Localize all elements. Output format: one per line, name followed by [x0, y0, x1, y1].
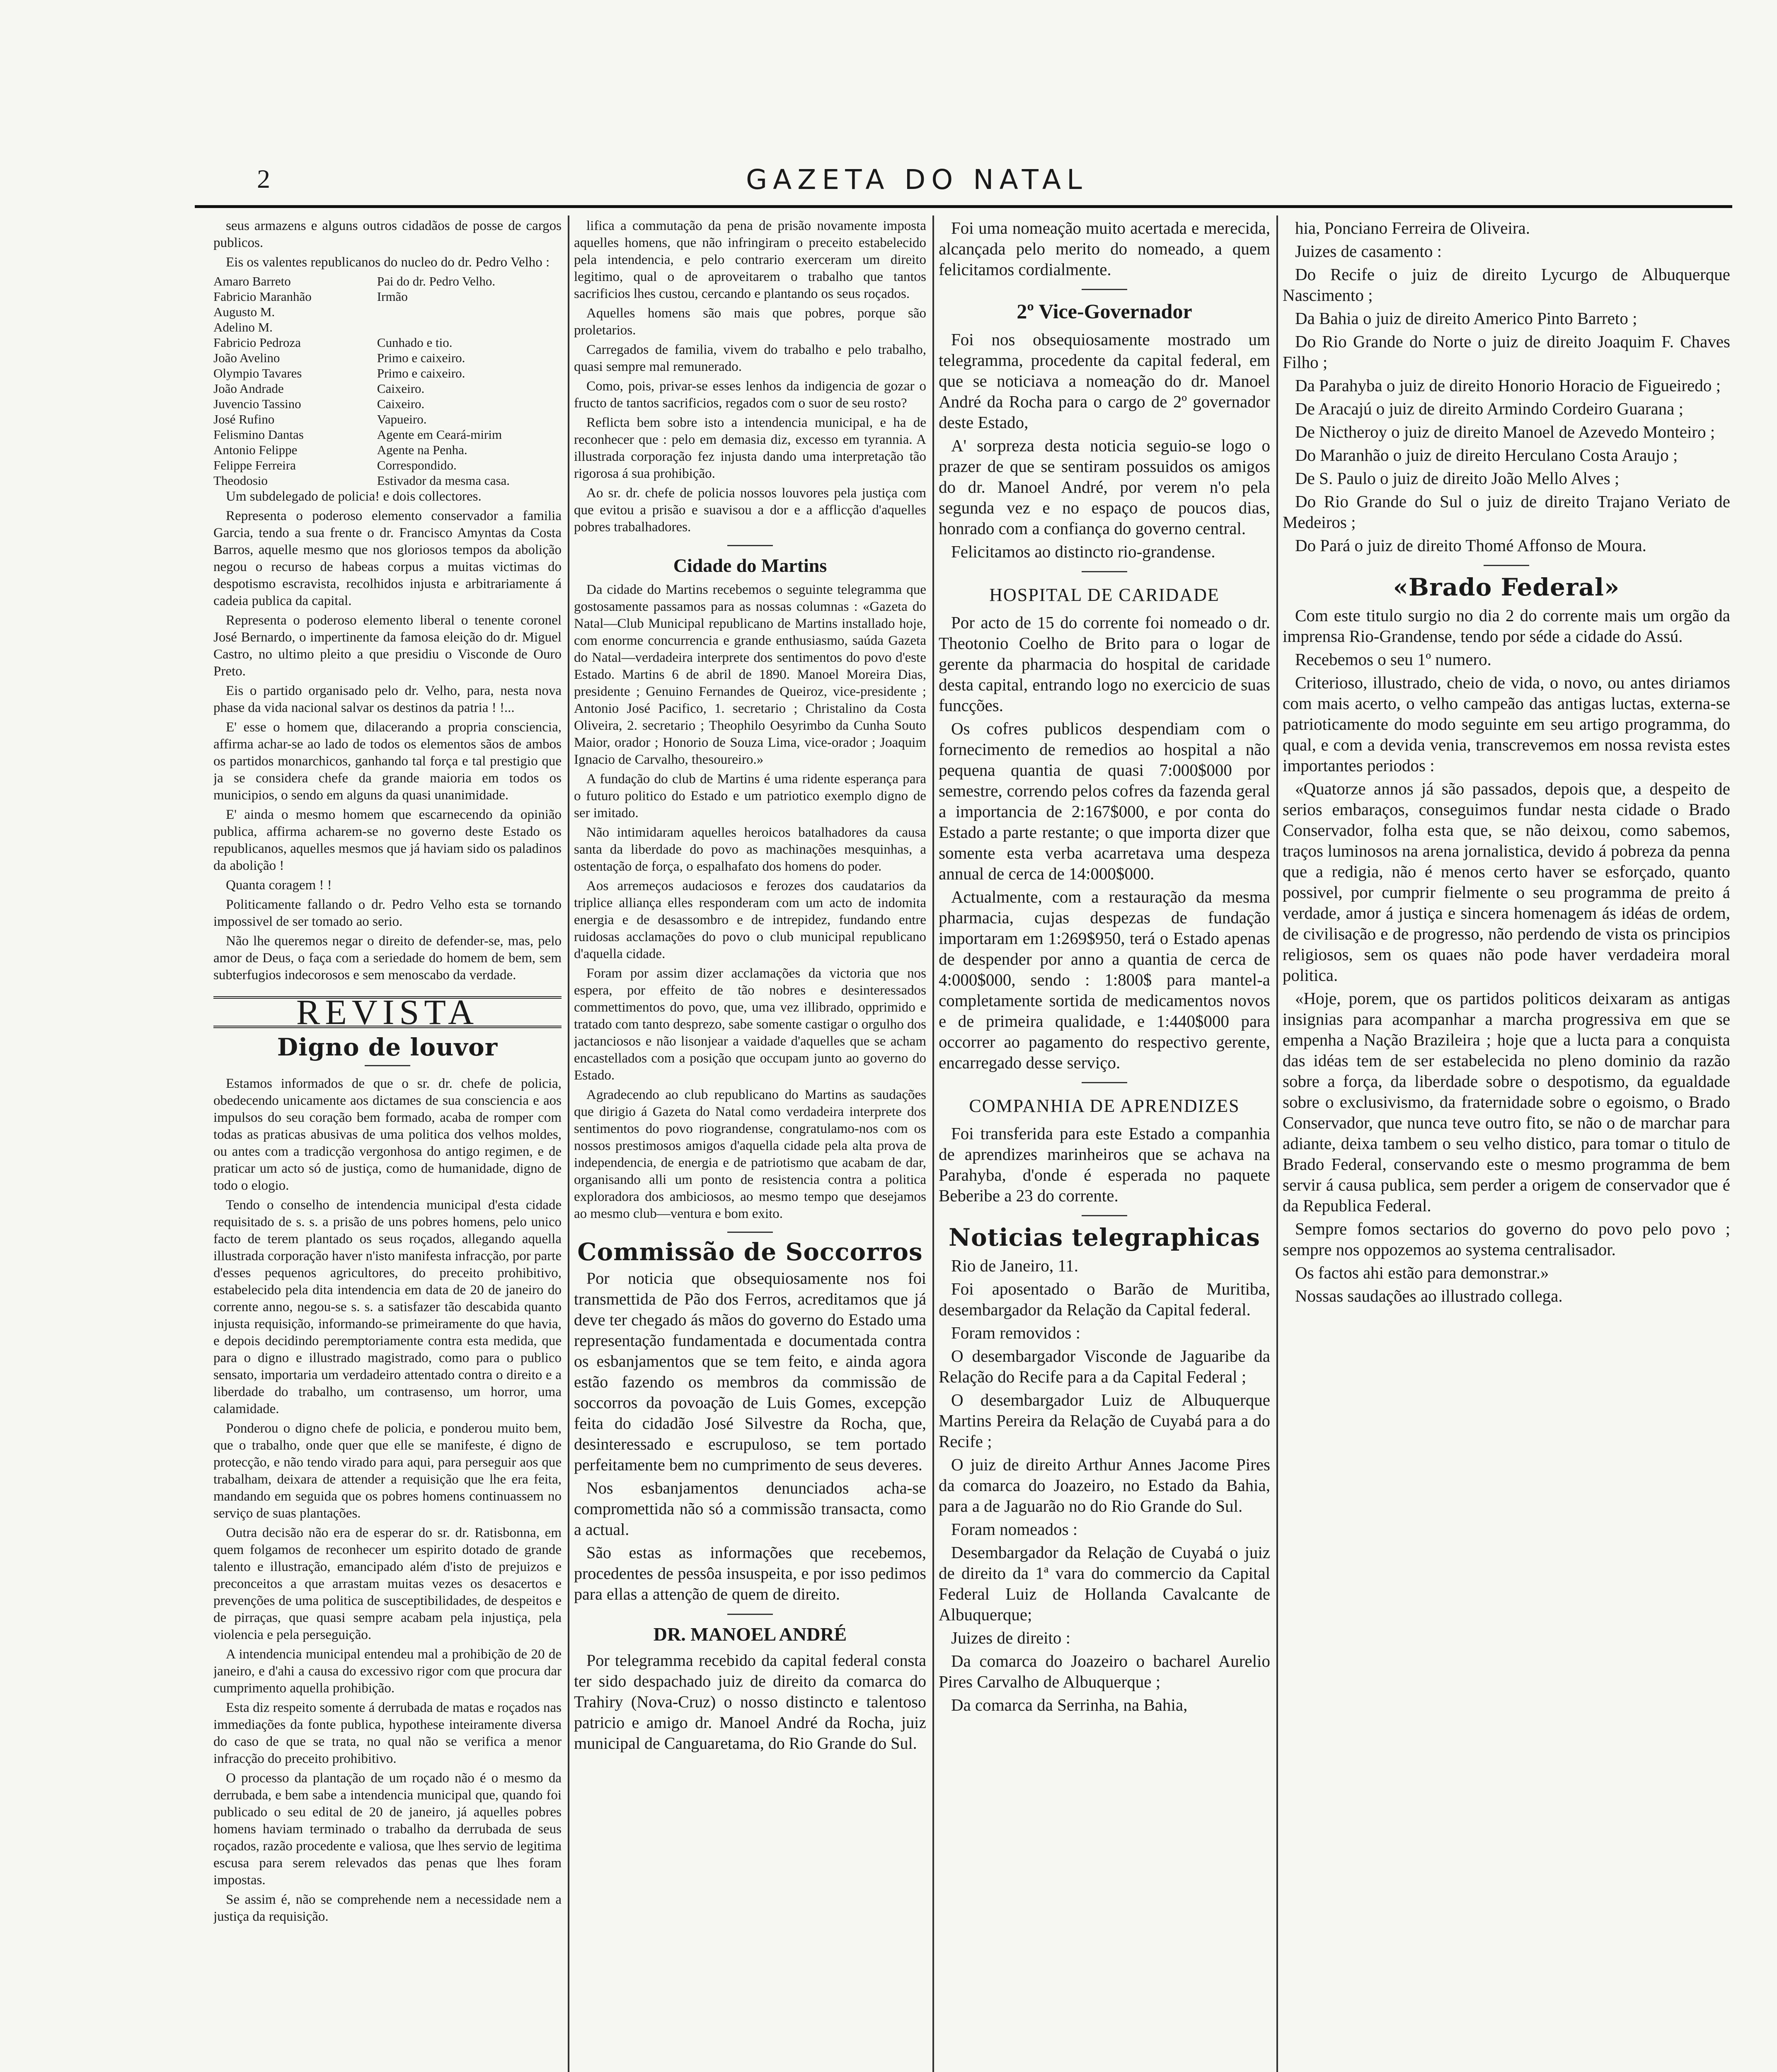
member-relation: Vapueiro.: [377, 412, 427, 426]
paragraph: Criterioso, illustrado, cheio de vida, o novo, ou antes diriamos com mais acerto, o velho campeão das antigas luctas, externa-se patrioticamente do modo seguinte em seu artigo programma, do qual, e com a devida venia, transcrevemos em nossa revista estes importantes periodos :: [1283, 673, 1730, 775]
column-rule-3: [1276, 215, 1278, 2072]
name-row: [213, 350, 562, 366]
paragraph: Do Maranhão o juiz de direito Herculano Costa Araujo ;: [1295, 445, 1678, 465]
name-row: [213, 442, 562, 457]
member-relation: [377, 320, 562, 335]
paragraph: Por acto de 15 do corrente foi nomeado o dr. Theotonio Coelho de Brito para o logar de gerente da pharmacia do hospital de caridade desta capital, entrando logo no exercicio de suas funcções.: [939, 613, 1270, 715]
paragraph: Nos esbanjamentos denunciados acha-se compromettida não só a commissão transacta, como a actual.: [574, 1479, 926, 1539]
column-rule-2: [932, 215, 934, 2072]
paragraph: E' ainda o mesmo homem que escarnecendo da opinião publica, affirma acharem-se no governo deste Estado os republicanos, aquelles mesmos que já haviam sido os paladinos da abolição !: [213, 807, 562, 873]
paragraph: Do Pará o juiz de direito Thomé Affonso de Moura.: [1295, 536, 1646, 555]
paragraph: Como, pois, privar-se esses lenhos da indigencia de gozar o fructo de tantos sacrificios, regados com o suor de seu rosto?: [574, 379, 926, 411]
name-row: [213, 427, 562, 442]
section-rule: [727, 1232, 773, 1233]
paragraph: Foi nos obsequiosamente mostrado um telegramma, procedente da capital federal, em que se noticiava a nomeação do dr. Manoel André da Rocha para o cargo de 2º governador deste Estado,: [939, 330, 1270, 432]
paragraph: De Nictheroy o juiz de direito Manoel de Azevedo Monteiro ;: [1295, 422, 1715, 441]
paragraph: O juiz de direito Arthur Annes Jacome Pires da comarca do Joazeiro, no Estado da Bahia, para a de Jaguarão no do Rio Grande do Sul.: [939, 1455, 1270, 1515]
paragraph: Da Bahia o juiz de direito Americo Pinto Barreto ;: [1295, 309, 1637, 328]
name-row: [213, 457, 562, 473]
member-relation: Primo e caixeiro.: [377, 351, 465, 365]
soccorros-article: [574, 1268, 926, 1605]
masthead: GAZETA DO NATAL: [746, 164, 1088, 196]
section-rule: [1082, 1215, 1127, 1216]
paragraph: Foi aposentado o Barão de Muritiba, desembargador da Relação da Capital federal.: [939, 1279, 1270, 1319]
name-row: [213, 396, 562, 411]
brado-federal-title: «Brado Federal»: [1393, 573, 1620, 601]
louvor-title: Digno de louvor: [277, 1033, 498, 1061]
vice-governor-article: [939, 329, 1270, 562]
name-row: [213, 320, 562, 335]
member-name: Amaro Barreto: [213, 274, 291, 288]
member-name: Fabricio Pedroza: [213, 335, 301, 350]
member-name: João Andrade: [213, 381, 284, 396]
paragraph: A intendencia municipal entendeu mal a prohibição de 20 de janeiro, e d'ahi a causa do excessivo rigor com que procura dar cumprimento aquella prohibição.: [213, 1647, 562, 1696]
column-1-intro: [213, 218, 562, 271]
member-relation: Correspondido.: [377, 458, 457, 472]
member-relation: Agente em Ceará-mirim: [377, 427, 502, 442]
telegrams-title: Noticias telegraphicas: [949, 1223, 1260, 1251]
martins-title: Cidade do Martins: [673, 555, 827, 576]
member-name: Juvencio Tassino: [213, 397, 301, 411]
member-relation: Agente na Penha.: [377, 443, 467, 457]
column-2: [574, 218, 926, 2072]
paragraph: Do Rio Grande do Norte o juiz de direito Joaquim F. Chaves Filho ;: [1283, 332, 1730, 372]
paragraph: Um subdelegado de policia! e dois collectores.: [226, 489, 482, 504]
paragraph: Não intimidaram aquelles heroicos batalhadores da causa santa da liberdade do povo as machinações mesquinhas, a ostentação de força, o espalhafato dos homens do poder.: [574, 825, 926, 874]
paragraph: Foram removidos :: [951, 1323, 1081, 1342]
paragraph: Da cidade do Martins recebemos o seguinte telegramma que gostosamente passamos para as nossas columnas : «Gazeta do Natal—Club Municipal republicano de Martins installado hoje, com enorme concurrencia e grande enthusiasmo, saúda Gazeta do Natal—verdadeira interprete dos sentimentos do povo d'este Estado. Martins 6 de abril de 1890. Manoel Moreira Dias, presidente ; Genuino Fernandes de Queiroz, vice-presidente ; Antonio José Pacifico, 1. secretario ; Christalino da Costa Oliveira, 2. secretario ; Theophilo Oesyrimbo da Cunha Souto Maior, orador ; Honorio de Souza Lima, vice-orador ; Joaquim Ignacio de Carvalho, thesoureiro.»: [574, 582, 926, 767]
member-relation: Pai do dr. Pedro Velho.: [377, 274, 496, 288]
member-relation: [377, 304, 562, 320]
paragraph: Nossas saudações ao illustrado collega.: [1295, 1286, 1563, 1305]
paragraph: Estamos informados de que o sr. dr. chefe de policia, obedecendo unicamente aos dictames de sua consciencia e aos impulsos do seu coração bem formado, acaba de romper com todas as praticas abusivas de uma politica dos velhos moldes, ou antes com a tradicção vergonhosa do antigo regimen, e de praticar um acto só de justiça, como de humanidade, digno de todo o elogio.: [213, 1076, 562, 1193]
paragraph: hia, Ponciano Ferreira de Oliveira.: [1295, 218, 1530, 237]
vice-governor-title: 2º Vice-Governador: [1017, 300, 1192, 323]
paragraph: Juizes de direito :: [951, 1628, 1071, 1647]
hospital-title: HOSPITAL DE CARIDADE: [989, 585, 1220, 605]
column-2-intro: [574, 218, 926, 536]
member-name: Olympio Tavares: [213, 366, 302, 380]
name-row: [213, 335, 562, 350]
paragraph: A' sorpreza desta noticia seguio-se logo o prazer de que se sentiram possuidos os amigos do dr. Manoel André, por verem n'o pela segunda vez e no espaço de poucos dias, honrado com a confiança do governo central.: [939, 436, 1270, 538]
revista-heading: REVISTA: [213, 996, 562, 1028]
section-rule: [1082, 1082, 1127, 1083]
paragraph: O desembargador Luiz de Albuquerque Martins Pereira da Relação de Cuyabá para a do Recife ;: [939, 1390, 1270, 1451]
column-4-judges-list: [1283, 218, 1730, 556]
paragraph: A fundação do club de Martins é uma ridente esperança para o futuro politico do Estado e um patriotico exemplo digno de ser imitado.: [574, 772, 926, 821]
member-name: Felippe Ferreira: [213, 458, 296, 472]
name-row: [213, 366, 562, 381]
paragraph: Aquelles homens são mais que pobres, porque são proletarios.: [574, 306, 926, 338]
brado-federal-article: [1283, 605, 1730, 1306]
section-rule: [1082, 571, 1127, 572]
section-rule: [727, 545, 773, 546]
member-name: Theodosio: [213, 473, 268, 488]
paragraph: Não lhe queremos negar o direito de defender-se, mas, pelo amor de Deus, o faça com a seriedade do homem de bem, sem subterfugios indecorosos e sem menoscabo da verdade.: [213, 934, 562, 983]
section-rule: [727, 1614, 773, 1615]
member-name: Antonio Felippe: [213, 443, 298, 457]
paragraph: «Quatorze annos já são passados, depois que, a despeito de serios embaraços, conseguimos fundar nesta cidade o Brado Conservador, folha esta que, se não deixou, como sabemos, traços luminosos na arena jornalistica, devido á pobreza da penna que a redigia, não é menos certo haver se esforçado, quanto possivel, por cumprir fielmente o seu programma de preito á verdade, amor á justiça e sincera homenagem ás idéas de ordem, de civilisação e de progresso, não perdendo de vista os principios religiosos, sem os quaes não pode haver verdadeira moral politica.: [1283, 779, 1730, 985]
paragraph: Eis o partido organisado pelo dr. Velho, para, nesta nova phase da vida nacional salvar os destinos da patria ! !...: [213, 683, 562, 715]
member-name: João Avelino: [213, 351, 280, 365]
member-name: José Rufino: [213, 412, 275, 426]
paragraph: São estas as informações que recebemos, procedentes de pessôa insuspeita, e por isso pedimos para ellas a attenção de quem de direito.: [574, 1543, 926, 1603]
name-row: [213, 411, 562, 427]
paragraph: O processo da plantação de um roçado não é o mesmo da derrubada, e bem sabe a intendencia municipal que, quando foi publicado o seu edital de 20 de janeiro, já aquelles pobres homens haviam terminado o trabalho da derrubada de seus roçados, razão procedente e valiosa, que lhes servio de legitima escusa para serem relevados das penas que lhes foram impostas.: [213, 1771, 562, 1888]
name-row: [213, 381, 562, 396]
paragraph: Por noticia que obsequiosamente nos foi transmettida de Pão dos Ferros, acreditamos que já deve ter chegado ás mãos do governo do Estado uma representação fundamentada e documentada contra os esbanjamentos que se tem feito, e ainda agora estão fazendo os membros da commissão de soccorros da povoação de Luis Gomes, excepção feita do cidadão José Silvestre da Rocha, que, desinteressado e escrupuloso, se tem portado perfeitamente bem no cumprimento de seus deveres.: [574, 1269, 926, 1474]
paragraph: Quanta coragem ! !: [226, 878, 332, 893]
paragraph: Se assim é, não se comprehende nem a necessidade nem a justiça da requisição.: [213, 1892, 562, 1924]
paragraph: Desembargador da Relação de Cuyabá o juiz de direito da 1ª vara do commercio da Capital Federal Luiz de Hollanda Cavalcante de Albuquerque;: [939, 1543, 1270, 1624]
paragraph: Do Recife o juiz de direito Lycurgo de Albuquerque Nascimento ;: [1283, 265, 1730, 305]
header-rule: [195, 205, 1732, 208]
paragraph: Actualmente, com a restauração da mesma pharmacia, cujas despezas de fundação importaram em 1:269$950, terá o Estado apenas de despender por anno a quantia de cerca de 4:000$000, sendo : 1:800$ para mantel-a completamente sortida de medicamentos novos e de primeira qualidade, e 1:440$000 para occorrer ao pagamento do respectivo gerente, encarregado desse serviço.: [939, 887, 1270, 1072]
paragraph: Foram nomeados :: [951, 1520, 1078, 1539]
paragraph: Ponderou o digno chefe de policia, e ponderou muito bem, que o trabalho, onde quer que elle se manifeste, é digno de protecção, e não tendo virado para aqui, para perseguir aos que trabalham, deixara de attender a requisição que lhe era feita, mandando em seguida que os pobres homens continuassem no serviço de suas plantações.: [213, 1421, 562, 1521]
louvor-article: [213, 1075, 562, 1925]
column-4: [1283, 218, 1730, 2072]
paragraph: Foi uma nomeação muito acertada e merecida, alcançada pelo merito do nomeado, a quem felicitamos cordialmente.: [939, 218, 1270, 279]
paragraph: Recebemos o seu 1º numero.: [1295, 650, 1491, 669]
telegrams-article: [939, 1255, 1270, 1715]
martins-article: [574, 581, 926, 1222]
aprendizes-article: [939, 1123, 1270, 1206]
paragraph: Sempre fomos sectarios do governo do povo pelo povo ; sempre nos oppozemos ao systema centralisador.: [1283, 1219, 1730, 1259]
page-header: [207, 164, 1741, 201]
member-relation: Primo e caixeiro.: [377, 366, 465, 380]
member-relation: Caixeiro.: [377, 381, 425, 396]
section-rule: [1082, 289, 1127, 290]
paragraph: Da comarca do Joazeiro o bacharel Aurelio Pires Carvalho de Albuquerque ;: [939, 1651, 1270, 1691]
paragraph: O desembargador Visconde de Jaguaribe da Relação do Recife para a da Capital Federal ;: [939, 1346, 1270, 1386]
member-relation: Estivador da mesma casa.: [377, 473, 510, 488]
paragraph: Por telegramma recebido da capital federal consta ter sido despachado juiz de direito da comarca do Trahiry (Nova-Cruz) o nosso distincto e talentoso patricio e amigo dr. Manoel André da Rocha, juiz municipal de Canguaretama, do Rio Grande do Sul.: [574, 1651, 926, 1752]
paragraph: Tendo o conselho de intendencia municipal d'esta cidade requisitado de s. s. a prisão de uns pobres homens, pelo unico facto de terem plantado os seus roçados, allegando aquella illustrada corporação haver n'isto manifesta infracção, por parte d'esses pequenos agricultores, do preceito prohibitivo, estabelecido pela dita intendencia em data de 20 de janeiro do corrente anno, negou-se s. s. a satisfazer tão descabida quanto injusta requisição, informando-se primeiramente do que havia, e depois decidindo peremptoriamente contra esta medida, que para o digno e illustrado magistrado, como para o publico sensato, importaria um verdadeiro attentado contra o direito e a liberdade do trabalho, um contrasenso, um horror, uma calamidade.: [213, 1198, 562, 1416]
paragraph: lifica a commutação da pena de prisão novamente imposta aquelles homens, que não infringiram o preceito estabelecido pela intendencia, e pelo contrario exerceram um direito legitimo, qual o de aproveitarem o trabalho que tantos sacrificios lhes custou, cercando e plantando os seus roçados.: [574, 218, 926, 301]
member-name: Felismino Dantas: [213, 427, 304, 442]
paragraph: Juizes de casamento :: [1295, 242, 1442, 261]
paragraph: Representa o poderoso elemento conservador a familia Garcia, tendo a sua frente o dr. Francisco Amyntas da Costa Barros, aquelle mesmo que nos gloriosos tempos da abolição negou o recurso de habeas corpus a muitas victimas do despotismo escravista, recolhidos injusta e arbitrariamente á cadeia publica da capital.: [213, 508, 562, 608]
republican-names-table: [213, 274, 562, 488]
name-row: [213, 274, 562, 289]
member-relation: Cunhado e tio.: [377, 335, 453, 350]
andre-article: [574, 1650, 926, 1754]
paragraph: Com este titulo surgio no dia 2 do corrente mais um orgão da imprensa Rio-Grandense, tendo por séde a cidade do Assú.: [1283, 606, 1730, 646]
hospital-article: [939, 612, 1270, 1073]
paragraph: Agradecendo ao club republicano do Martins as saudações que dirigio á Gazeta do Natal como verdadeira interprete dos sentimentos do povo riograndense, congratulamo-nos com os nossos prestimosos amigos d'aquella cidade pela alta prova de independencia, de energia e de patriotismo que acabam de dar, organisando alli um ponto de resistencia contra a politica exploradora dos ambiciosos, ao mesmo tempo que desejamos ao mesmo club—ventura e bom exito.: [574, 1087, 926, 1221]
soccorros-title: Commissão de Soccorros: [577, 1238, 923, 1266]
name-row: [213, 473, 562, 488]
paragraph: Eis os valentes republicanos do nucleo do dr. Pedro Velho :: [226, 255, 550, 270]
column-3: [939, 218, 1270, 2072]
paragraph: Do Rio Grande do Sul o juiz de direito Trajano Veriato de Medeiros ;: [1283, 492, 1730, 532]
paragraph: Outra decisão não era de esperar do sr. dr. Ratisbonna, em quem folgamos de reconhecer um espirito dotado de grande talento e illustração, emancipado além d'isto de prejuizos e preconceitos a que arrastam muitas vezes os desacertos e prevenções de uma politica de susceptibilidades, de despeitos e de pirraças, que quasi sempre acabam pela injustiça, pela violencia e pela perseguição.: [213, 1525, 562, 1642]
column-1-article: [213, 488, 562, 984]
section-rule: [1484, 565, 1529, 566]
paragraph: «Hoje, porem, que os partidos politicos deixaram as antigas insignias para acompanhar a marcha progressiva em que se empenha a Nação Brazileira ; hoje que a lucta para a conquista das idéas tem de ser estabelecida no pleno dominio da razão sobre a força, da liberdade sobre o despotismo, da egualdade sobre o exclusivismo, da fraternidade sobre o egoismo, o Brado Conservador, que nunca teve outro fito, se não o de marchar para adiante, deixa tambem o seu velho distico, para tomar o titulo de Brado Federal, conservando este o mesmo programma de bem servir á causa publica, sem perder a origem de conservador que é da Republica Federal.: [1283, 989, 1730, 1215]
member-name: Fabricio Maranhão: [213, 289, 312, 304]
paragraph: E' esse o homem que, dilacerando a propria consciencia, affirma achar-se ao lado de todos os elementos sãos de ambos os partidos monarchicos, ganhando tal força e tal prestigio que ja se considera chefe da grande maioria em todos os municipios, o sendo em alguns da quasi unanimidade.: [213, 720, 562, 803]
paragraph: Da comarca da Serrinha, na Bahia,: [951, 1695, 1188, 1714]
member-relation: Irmão: [377, 289, 408, 304]
paragraph: De S. Paulo o juiz de direito João Mello Alves ;: [1295, 469, 1620, 488]
column-3-intro: [939, 218, 1270, 280]
member-name: Augusto M.: [213, 305, 275, 319]
paragraph: Ao sr. dr. chefe de policia nossos louvores pela justiça com que evitou a prisão e suavisou a dor e a afflicção d'aquelles pobres trabalhadores.: [574, 486, 926, 535]
paragraph: Os factos ahi estão para demonstrar.»: [1295, 1263, 1549, 1282]
paragraph: Carregados de familia, vivem do trabalho e pelo trabalho, quasi sempre mal remunerado.: [574, 342, 926, 374]
member-relation: Caixeiro.: [377, 397, 425, 411]
andre-title: DR. MANOEL ANDRÉ: [653, 1624, 847, 1645]
paragraph: Reflicta bem sobre isto a intendencia municipal, e ha de reconhecer que : pelo em demasia diz, excesso em tyrannia. A illustrada corporação fez injusta dando uma interpretação tão rigorosa á sua prohibição.: [574, 415, 926, 481]
paragraph: Aos arremeços audaciosos e ferozes dos caudatarios da triplice alliança elles responderam com um acto de indomita energia e de desassombro e de intrepidez, fundando entre ruidosas acclamações do povo o club municipal republicano d'aquella cidade.: [574, 879, 926, 961]
page-number: 2: [257, 164, 270, 194]
name-row: [213, 304, 562, 320]
aprendizes-title: COMPANHIA DE APRENDIZES: [969, 1096, 1240, 1116]
paragraph: Esta diz respeito somente á derrubada de matas e roçados nas immediações da fonte publica, hypothese inteiramente diversa do caso de que se trata, no qual não se verifica a menor infracção do preceito prohibitivo.: [213, 1700, 562, 1766]
paragraph: Foram por assim dizer acclamações da victoria que nos espera, por effeito de tão nobres e desinteressados commettimentos do povo, que, uma vez illibrado, opprimido e tratado com tanto desprezo, sabe somente castigar o orgulho dos jactanciosos e não lisonjear a vaidade d'aquelles que se acham encastellados com a posição que occupam junto ao governo do Estado.: [574, 966, 926, 1083]
member-name: Adelino M.: [213, 320, 273, 334]
paragraph: Politicamente fallando o dr. Pedro Velho esta se tornando impossivel de ser tomado ao serio.: [213, 897, 562, 929]
column-1: [213, 218, 562, 2072]
paragraph: Da Parahyba o juiz de direito Honorio Horacio de Figueiredo ;: [1295, 376, 1721, 395]
column-rule-1: [568, 215, 569, 2072]
paragraph: Foi transferida para este Estado a companhia de aprendizes marinheiros que se achava na Parahyba, d'onde é esperada no paquete Beberibe a 23 do corrente.: [939, 1124, 1270, 1205]
paragraph: Felicitamos ao distincto rio-grandense.: [951, 542, 1215, 561]
paragraph: De Aracajú o juiz de direito Armindo Cordeiro Guarana ;: [1295, 399, 1684, 418]
paragraph: Rio de Janeiro, 11.: [951, 1256, 1079, 1275]
title-rule: [365, 1065, 410, 1066]
paragraph: Representa o poderoso elemento liberal o tenente coronel José Bernardo, o impertinente da famosa eleição do dr. Miguel Castro, no ultimo pleito a que presidiu o Visconde de Ouro Preto.: [213, 613, 562, 679]
paragraph: Os cofres publicos despendiam com o fornecimento de remedios ao hospital a não pequena quantia de quasi 7:000$000 por semestre, correndo pelos cofres da fazenda geral a importancia de 2:167$000, e por conta do Estado a parte restante; o que importa dizer que somente esta verba acarretava uma despeza annual de cerca de 14:000$000.: [939, 719, 1270, 883]
name-row: [213, 289, 562, 304]
paragraph: seus armazens e alguns outros cidadãos de posse de cargos publicos.: [213, 218, 562, 250]
